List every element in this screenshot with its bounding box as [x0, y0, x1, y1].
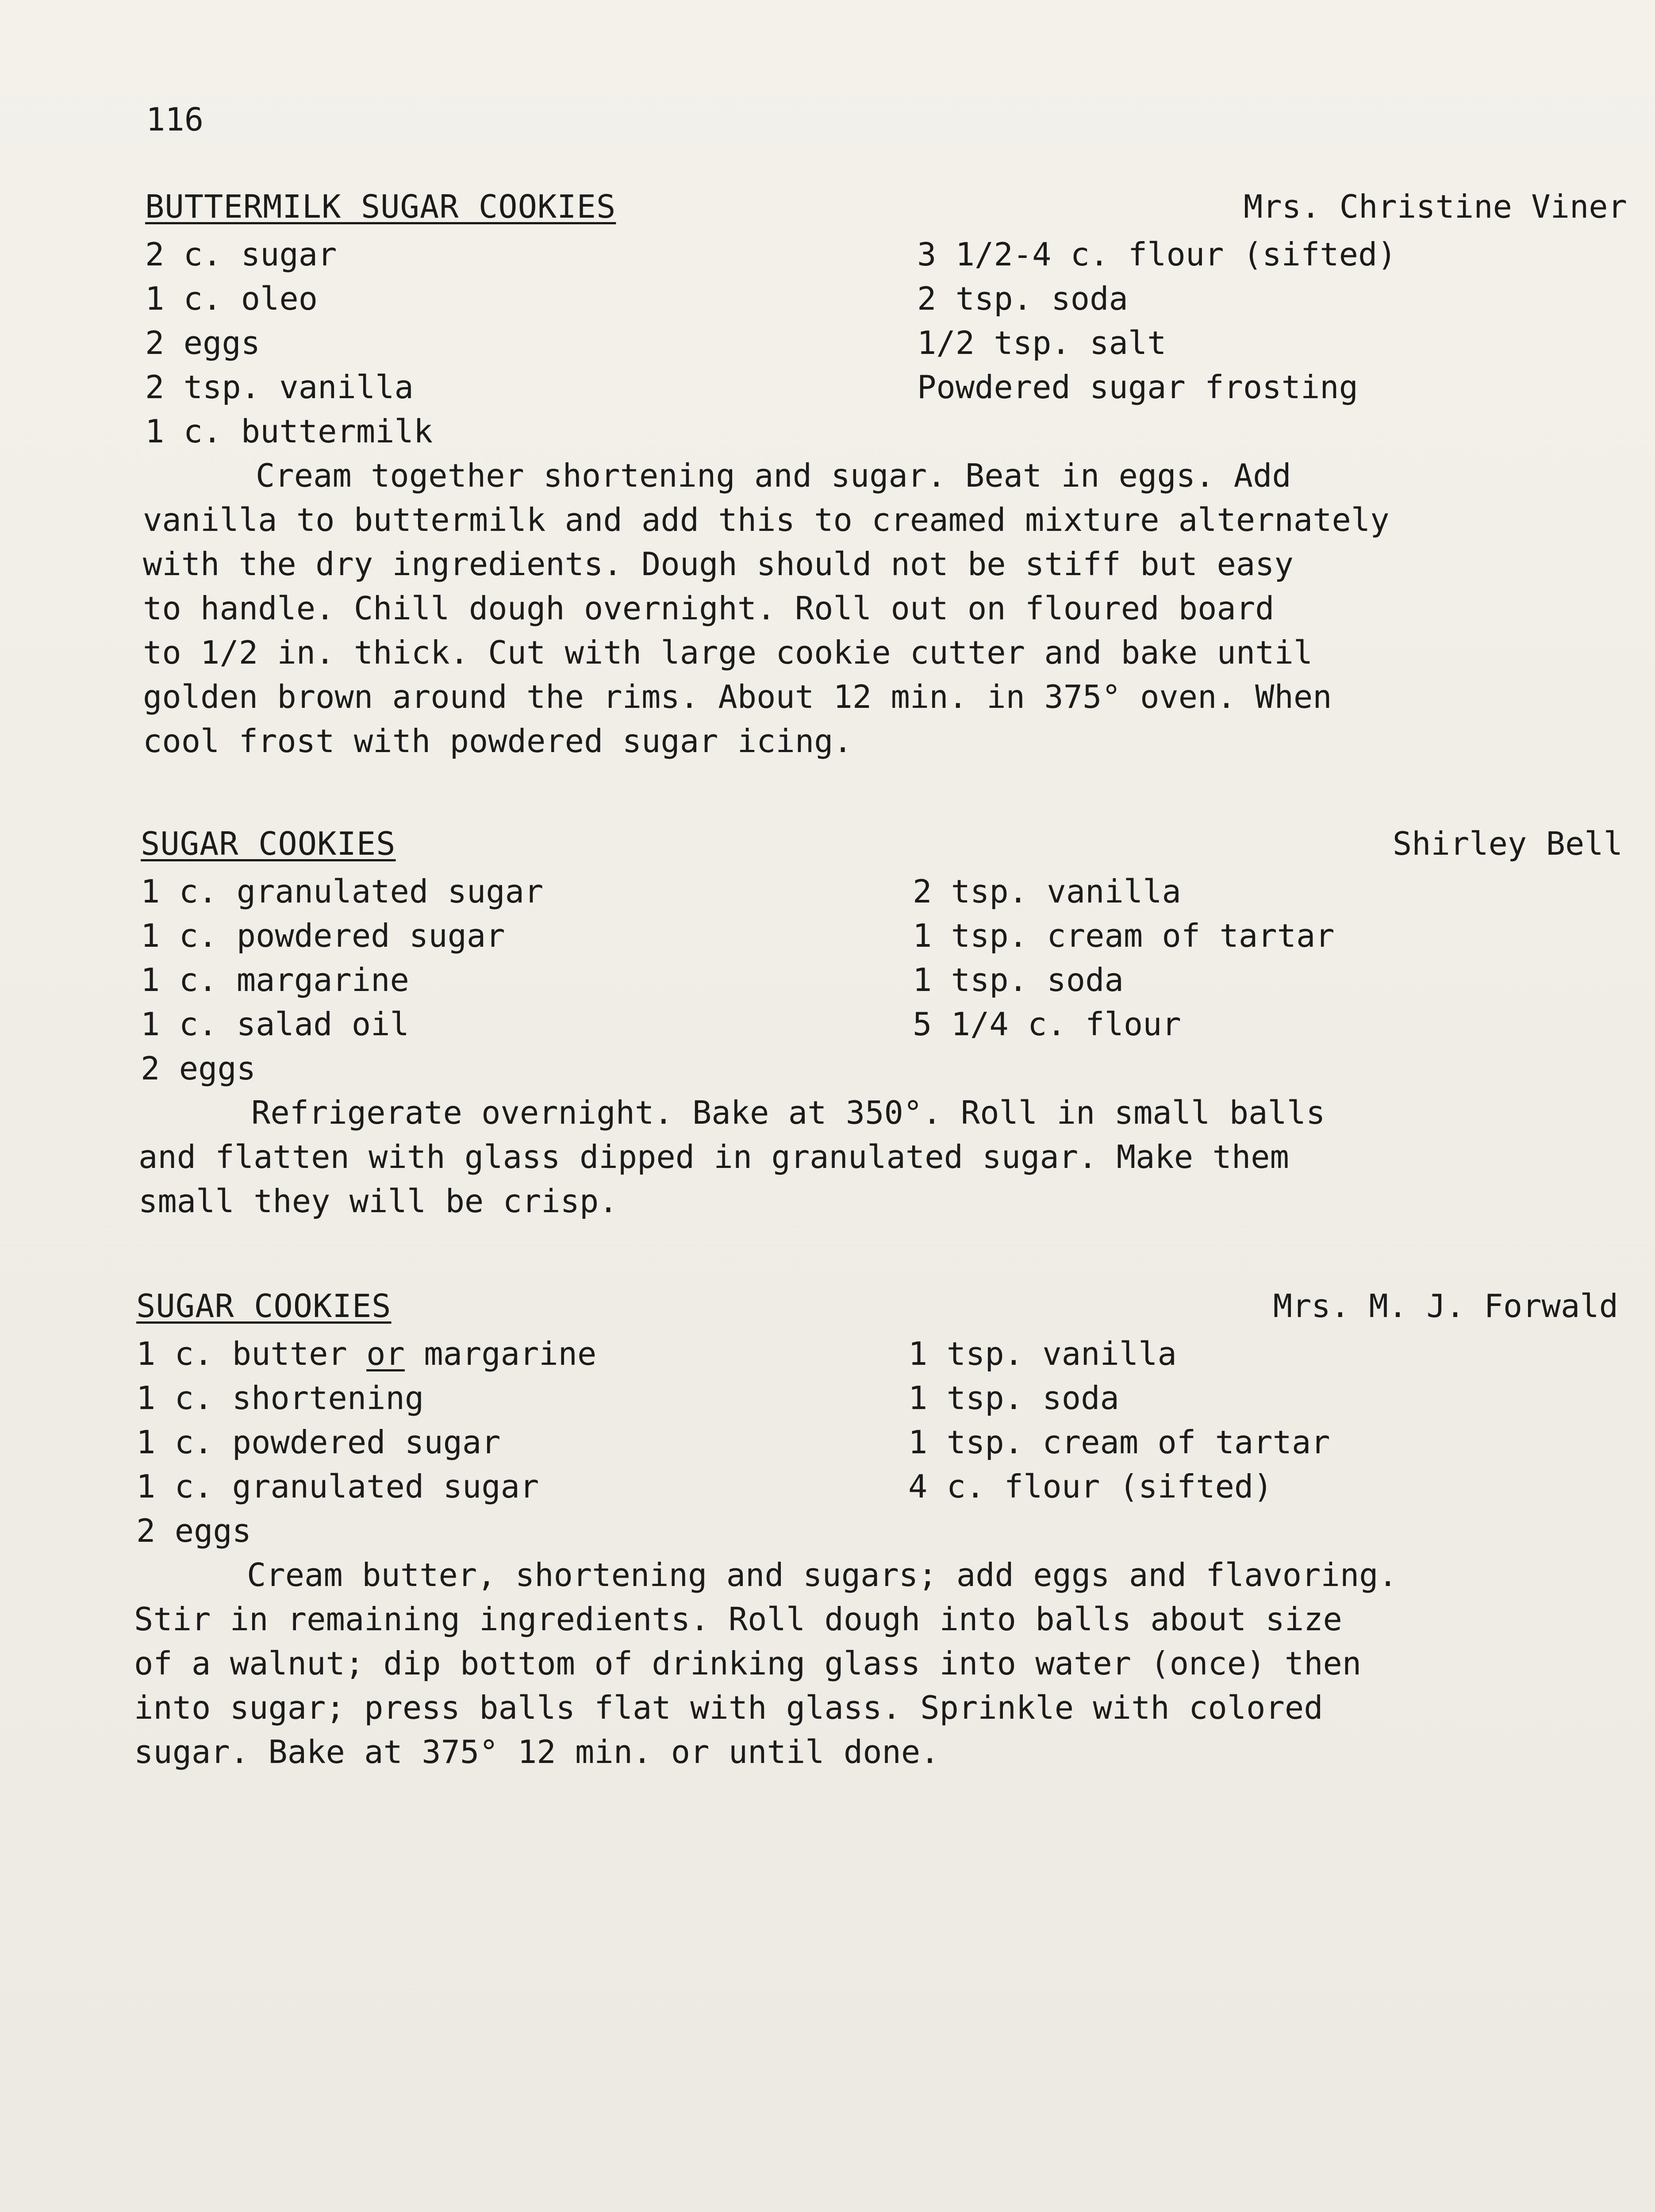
- ingredient-column-left: [136, 1332, 596, 1553]
- ingredient: 2 eggs: [136, 1512, 252, 1549]
- instruction-line: with the dry ingredients. Dough should not be stiff but easy: [143, 545, 1294, 583]
- ingredient: 1/2 tsp. salt: [917, 324, 1167, 361]
- recipe-sugar-cookies-forwald: [132, 1287, 1636, 1774]
- recipe-buttermilk-sugar-cookies: [141, 188, 1645, 763]
- ingredient: 1 c. granulated sugar: [136, 1468, 539, 1505]
- recipe-header: [136, 825, 1640, 869]
- recipe-instructions: [143, 453, 1629, 763]
- ingredient-column-left: [141, 869, 543, 1091]
- ingredient-column-right: [917, 232, 1397, 409]
- ingredient: 1 tsp. soda: [913, 961, 1124, 998]
- ingredient: 2 eggs: [145, 324, 261, 361]
- instruction-line: into sugar; press balls flat with glass. Sprinkle with colored: [134, 1689, 1323, 1726]
- recipe-author: Shirley Bell: [1392, 825, 1623, 862]
- instruction-line: and flatten with glass dipped in granulated sugar. Make them: [138, 1138, 1289, 1175]
- recipe-instructions: [134, 1553, 1620, 1774]
- instruction-line: Cream butter, shortening and sugars; add eggs and flavoring.: [247, 1556, 1398, 1594]
- ingredient-text: 1 c. butter: [136, 1335, 367, 1372]
- recipe-author: Mrs. Christine Viner: [1244, 188, 1627, 225]
- ingredient: 2 tsp. soda: [917, 280, 1128, 317]
- ingredient-list: [136, 869, 1640, 1091]
- ingredient-list: [141, 232, 1645, 453]
- recipe-instructions: [138, 1091, 1625, 1223]
- ingredient: 1 tsp. cream of tartar: [908, 1424, 1330, 1461]
- ingredient: Powdered sugar frosting: [917, 369, 1358, 406]
- ingredient: 5 1/4 c. flour: [913, 1006, 1181, 1043]
- ingredient: 2 tsp. vanilla: [913, 873, 1181, 910]
- ingredient: 1 c. powdered sugar: [141, 917, 505, 954]
- recipe-author: Mrs. M. J. Forwald: [1273, 1287, 1618, 1325]
- ingredient-list: [132, 1332, 1636, 1553]
- page-number: 116: [146, 101, 204, 138]
- ingredient-or-underlined: or: [366, 1335, 405, 1372]
- recipe-header: [132, 1287, 1636, 1332]
- ingredient: 1 c. granulated sugar: [141, 873, 544, 910]
- ingredient: 1 tsp. vanilla: [908, 1335, 1177, 1372]
- ingredient: 2 c. sugar: [145, 236, 337, 273]
- ingredient: 1 tsp. cream of tartar: [913, 917, 1335, 954]
- instruction-line: to 1/2 in. thick. Cut with large cookie cutter and bake until: [143, 634, 1313, 671]
- instruction-line: to handle. Chill dough overnight. Roll out on floured board: [143, 590, 1275, 627]
- ingredient: [136, 1332, 596, 1376]
- instruction-line: small they will be crisp.: [138, 1183, 618, 1220]
- instruction-line: Refrigerate overnight. Bake at 350°. Roll in small balls: [251, 1094, 1325, 1131]
- recipe-sugar-cookies-shirley-bell: [136, 825, 1640, 1223]
- ingredient: 1 c. shortening: [136, 1379, 424, 1417]
- recipe-title: SUGAR COOKIES: [141, 825, 396, 862]
- instruction-line: sugar. Bake at 375° 12 min. or until done.: [134, 1733, 940, 1770]
- ingredient: 1 c. oleo: [145, 280, 318, 317]
- ingredient: 1 c. buttermilk: [145, 413, 433, 450]
- ingredient-text: margarine: [404, 1335, 597, 1372]
- ingredient: 4 c. flour (sifted): [908, 1468, 1273, 1505]
- recipe-header: [141, 188, 1645, 232]
- instruction-line: of a walnut; dip bottom of drinking glass into water (once) then: [134, 1645, 1362, 1682]
- ingredient: 1 c. margarine: [141, 961, 409, 998]
- instruction-line: cool frost with powdered sugar icing.: [143, 722, 852, 760]
- ingredient: 1 tsp. soda: [908, 1379, 1119, 1417]
- ingredient-column-right: [908, 1332, 1330, 1509]
- recipe-title: SUGAR COOKIES: [136, 1287, 392, 1325]
- ingredient-column-left: [145, 232, 433, 453]
- instruction-line: golden brown around the rims. About 12 min. in 375° oven. When: [143, 678, 1332, 715]
- ingredient: 1 c. powdered sugar: [136, 1424, 501, 1461]
- recipe-title: BUTTERMILK SUGAR COOKIES: [145, 188, 616, 225]
- ingredient: 2 eggs: [141, 1050, 256, 1087]
- instruction-line: vanilla to buttermilk and add this to creamed mixture alternately: [143, 501, 1390, 538]
- ingredient: 1 c. salad oil: [141, 1006, 409, 1043]
- ingredient-column-right: [913, 869, 1335, 1046]
- ingredient: 3 1/2-4 c. flour (sifted): [917, 236, 1397, 273]
- instruction-line: Stir in remaining ingredients. Roll dough into balls about size: [134, 1601, 1342, 1638]
- instruction-line: Cream together shortening and sugar. Beat in eggs. Add: [256, 457, 1291, 494]
- ingredient: 2 tsp. vanilla: [145, 369, 414, 406]
